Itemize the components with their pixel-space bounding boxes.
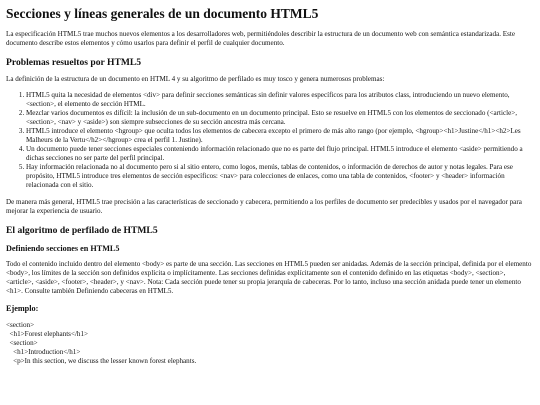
- code-line: <h1>Forest elephants</h1>: [6, 330, 89, 338]
- algorithm-heading: El algoritmo de perfilado de HTML5: [6, 225, 158, 236]
- problems-lead: La definición de la estructura de un documento en HTML 4 y su algoritmo de perfilado es muy tosco y genera numerosos problemas:: [6, 75, 385, 83]
- code-line: <section>: [6, 321, 35, 329]
- problems-summary: De manera más general, HTML5 trae precisión a las características de seccionado y cabecera, permitiendo a los perfiles de documento ser predecibles y usados por el navegador para mejorar la experiencia de usuario.: [6, 198, 522, 215]
- sections-paragraph: Todo el contenido incluido dentro del elemento <body> es parte de una sección. Las secciones en HTML5 pueden ser anidadas. Además de la sección principal, definida por el elemento <body>, los límites de la sección son definidos explícita o implícitamente. Las secciones definidas explícitamente son el contenido definido en las etiquetas <body>, <section>, <article>, <aside>, <footer>, <header>, y <nav>. Nota: Cada sección puede tener su propia jerarquía de cabeceras. Por lo tanto, incluso una sección anidada puede tener un elemento <h1>. Consulte también Definiendo cabeceras en HTML5.: [6, 260, 532, 295]
- code-example: [6, 321, 534, 366]
- problem-item: 2. Mezclar varios documentos es difícil: la inclusión de un sub-documento en un documento principal. Esto se resuelve en HTML5 con los elementos de seccionado (<article>, <section>, <nav> y <aside>) son siempre subsecciones de su sección ancestra más cercana.: [26, 109, 534, 127]
- code-line: <p>In this section, we discuss the lesser known forest elephants.: [6, 357, 197, 365]
- intro-paragraph: La especificación HTML5 trae muchos nuevos elementos a los desarrolladores web, permitiéndoles describir la estructura de un documento web con semántica estandarizada. Este documento describe estos elementos y cómo usarlos para definir el perfil de cualquier documento.: [6, 30, 515, 47]
- problem-item: 5. Hay información relacionada no al documento pero si al sitio entero, como logos, menús, tablas de contenidos, o información de derechos de autor y notas legales. Para ese propósito, HTML5 introduce tres elementos de sección específicos: <nav> para colecciones de enlaces, como una tabla de contenidos, <footer> y <header> información relacionada con el sitio.: [26, 163, 534, 190]
- problem-item: 4. Un documento puede tener secciones especiales conteniendo información relacionado que no es parte del flujo principal. HTML5 introduce el elemento <aside> permitiendo a dichas secciones no ser parte del perfil principal.: [26, 145, 534, 163]
- code-line: <section>: [6, 339, 38, 347]
- problem-item: 3. HTML5 introduce el elemento <hgroup> que oculta todos los elementos de cabecera excepto el primero de más alto rango (por ejemplo, <hgroup><h1>Justine</h1><h2>Les Malheurs de la Vertu</h2></hgroup> crea el perfil 1. Justine).: [26, 127, 534, 145]
- example-heading: Ejemplo:: [6, 304, 39, 313]
- page-title: Secciones y líneas generales de un documento HTML5: [6, 6, 319, 21]
- problem-item: 1. HTML5 quita la necesidad de elementos <div> para definir secciones semánticas sin definir valores específicos para los atributos class, introduciendo un nuevo elemento, <section>, el elemento de sección HTML.: [26, 91, 534, 109]
- problems-heading: Problemas resueltos por HTML5: [6, 57, 142, 68]
- code-line: <h1>Introduction</h1>: [6, 348, 81, 356]
- sections-subheading: Definiendo secciones en HTML5: [6, 244, 120, 253]
- problems-list: [6, 91, 534, 190]
